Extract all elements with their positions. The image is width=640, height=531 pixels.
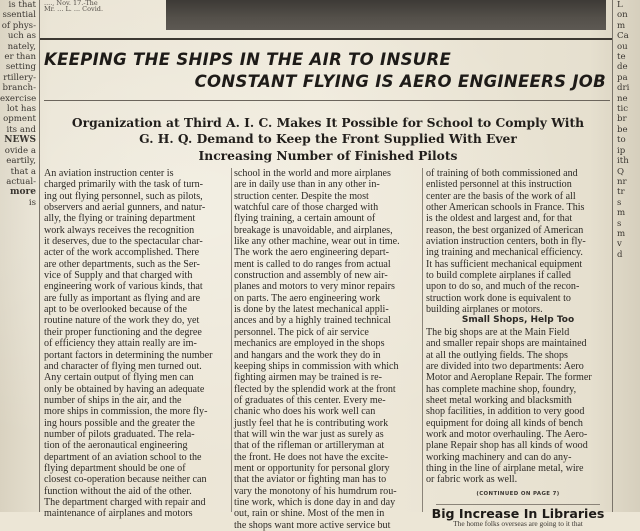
text-line: ment or opportunity for personal glory (234, 462, 390, 474)
text-line: function without the aid of the other. (44, 485, 192, 497)
text-line: planes and motors to very minor repairs (234, 281, 395, 293)
text-line: opment (3, 114, 36, 125)
text-line: ances and by a highly trained technical (234, 315, 391, 327)
text-line: v (617, 239, 622, 250)
right-column-rule (612, 0, 613, 512)
text-line: is (28, 197, 36, 208)
text-line: number of pilots graduated. The rela- (44, 428, 195, 440)
text-line: ovide a (4, 145, 36, 156)
text-line: branch- (2, 83, 36, 94)
text-line: out, rain or shine. Most of the men in (234, 508, 385, 520)
text-line: is the oldest and largest and, for that (426, 213, 573, 225)
text-line: only be obtained by having an adequate (44, 383, 205, 395)
text-line: The work the aero engineering depart- (234, 247, 389, 259)
left-clipped-column (0, 0, 38, 512)
text-line: like any other machine, wear out in time. (234, 236, 400, 248)
text-line: more (10, 187, 36, 198)
text-line: or fabric work as well. (426, 474, 518, 486)
text-line: ing training and mechanical efficiency. (426, 247, 583, 259)
text-line: portant factors in determining the number (44, 349, 213, 361)
text-line: pa (617, 72, 628, 83)
text-line: tic (617, 104, 629, 115)
deck-line: Increasing Number of Finished Pilots (198, 147, 458, 163)
text-line: keeping ships in commission with which (234, 360, 399, 372)
headline-line-2: CONSTANT FLYING IS AERO ENGINEERS JOB (194, 72, 606, 91)
text-line: lot has (6, 104, 36, 115)
text-line: struction center. Despite the most (234, 190, 369, 202)
text-line: m (617, 228, 626, 239)
continued-notice: (CONTINUED ON PAGE 7) (476, 490, 560, 497)
libraries-text: The home folks overseas are going to it that (453, 519, 583, 529)
subhead-rule (436, 504, 600, 505)
text-line: of phys- (1, 20, 36, 31)
text-line: upon to do so, and much of the recon- (426, 281, 580, 293)
left-column-rule (39, 0, 40, 512)
text-line: m (617, 20, 626, 31)
text-line: chanic who does his work well can (234, 406, 376, 418)
text-line: work and motor overhauling. The Aero- (426, 428, 588, 440)
masthead-fragment-line: Mr. ... L. ... Covid. (44, 5, 104, 13)
text-line: actual- (6, 176, 36, 187)
text-line: d (617, 249, 623, 260)
text-line: breakage is unavoidable, and airplanes, (234, 224, 393, 236)
text-line: be (617, 124, 628, 135)
text-line: L (617, 0, 623, 10)
column-rule (231, 168, 232, 512)
text-line: Any certain output of flying men can (44, 372, 194, 384)
text-line: are other departments, such as the Ser- (44, 258, 200, 270)
text-line: s (617, 218, 622, 229)
text-line: to (617, 135, 626, 146)
text-line: has complete machine shop, foundry, (426, 383, 577, 395)
text-line: its and (6, 124, 36, 135)
text-line: and character of flying men turned out. (44, 360, 202, 372)
text-line: construction and assembly of new air- (234, 270, 388, 282)
text-line: are fully as important as flying and are (44, 292, 201, 304)
text-line: fighting airmen may be trained is re- (234, 372, 382, 384)
text-line: vice of Supply and that charged with (44, 270, 193, 282)
text-line: flying training, a certain amount of (234, 213, 376, 225)
text-line: closest co-operation because neither can (44, 474, 207, 486)
text-line: The big shops are at the Main Field (426, 326, 570, 338)
text-line: on parts. The aero engineering work (234, 292, 381, 304)
text-line: engineering work of various kinds, that (44, 281, 203, 293)
text-line: on (617, 10, 628, 21)
text-line: sheet metal working and blacksmith (426, 394, 572, 406)
text-line: it deserves, due to the spectacular char- (44, 236, 203, 248)
text-line: rtillery- (3, 72, 36, 83)
text-line: department of an aviation school to the (44, 451, 202, 463)
text-line: vary the monotony of his humdrum rou- (234, 485, 397, 497)
text-line: ssential (2, 10, 36, 21)
text-line: de (617, 62, 628, 73)
text-line: br (617, 114, 627, 125)
text-line: Motor and Aeroplane Repair. The former (426, 372, 592, 384)
text-line: exercise (0, 93, 37, 104)
text-line: school in the world and more airplanes (234, 168, 391, 179)
text-line: Small Shops, Help Too (461, 315, 575, 326)
text-line: at all the outlying fields. The shops (426, 349, 568, 361)
text-line: setting (5, 62, 36, 73)
headline-line-1: KEEPING THE SHIPS IN THE AIR TO INSURE (44, 50, 452, 69)
text-line: dri (617, 83, 630, 94)
column-3-lines (426, 168, 610, 486)
text-line: ne (617, 93, 628, 104)
text-line: apt to be overlooked because of the (44, 304, 187, 316)
article-column-3 (426, 168, 610, 529)
text-line: work always receives the recognition (44, 224, 195, 236)
text-line: number of ships in the air, and the (44, 394, 182, 406)
text-line: nr (617, 176, 627, 187)
text-line: reason, the best organized of American (426, 224, 584, 236)
text-line: their proper functioning and the degree (44, 326, 202, 338)
deck-line: G. H. Q. Demand to Keep the Front Supplied With Ever (139, 131, 517, 147)
text-line: the front. He does not have the excite- (234, 451, 389, 463)
text-line: flying department should be one of (44, 462, 186, 474)
text-line: and smaller repair shops are maintained (426, 338, 587, 350)
deck-line: Organization at Third A. I. C. Makes It Possible for School to Comply With (71, 115, 585, 130)
top-photo-fragment (166, 0, 606, 30)
article-column-2 (234, 168, 418, 531)
text-line: more ships in commission, the more fly- (44, 406, 208, 418)
text-line: that of the rifleman or artilleryman at (234, 440, 385, 452)
text-line: of training of both commissioned and (426, 168, 578, 179)
text-line: tion of the aeronautical engineering (44, 440, 188, 452)
text-line: the shops want more active service but (234, 519, 391, 531)
text-line: nately, (7, 41, 36, 52)
text-line: to build complete airplanes if called (426, 270, 571, 282)
text-line: are divided into two departments: Aero (426, 360, 584, 372)
text-line: aviation instruction centers, both in fly- (426, 236, 586, 248)
libraries-subhead: Big Increase In Libraries (431, 505, 605, 521)
text-line: justly feel that he is contributing work (234, 417, 389, 429)
deck-subheadline (48, 115, 608, 164)
text-line: acter of the work accomplished. There (44, 247, 200, 259)
text-line: is that (8, 0, 36, 10)
text-line: of graduates of this center. Every me- (234, 394, 386, 406)
text-line: ou (617, 41, 628, 52)
article-column-1 (44, 168, 228, 520)
text-line: ing out flying personnel, such as pilots, (44, 190, 203, 202)
text-line: that the aviator or fighting man has to (234, 474, 387, 486)
masthead-fragment (44, 0, 144, 12)
text-line: observers and aerial gunners, and natur- (44, 202, 206, 214)
text-line: and hangars and the work they do in (234, 349, 381, 361)
text-line: that a (10, 166, 36, 177)
text-line: er than (4, 52, 36, 63)
text-line: watchful care of those charged with (234, 202, 379, 214)
text-line: plane Repair shop has all kinds of wood (426, 440, 588, 452)
text-line: thing in the line of airplane metal, wire (426, 462, 584, 474)
text-line: ment is called to do ranges from actual (234, 258, 391, 270)
text-line: enlisted personnel at this instruction (426, 179, 572, 191)
text-line: flected by the splendid work at the front (234, 383, 396, 395)
text-line: s (617, 197, 622, 208)
text-line: mechanics are employed in the shops (234, 338, 385, 350)
headline-rule (44, 100, 610, 101)
text-line: struction work done is equivalent to (426, 292, 571, 304)
text-line: shop facilities, in addition to very good (426, 406, 585, 418)
text-line: building airplanes or motors. (426, 304, 543, 316)
text-line: is done by the latest mechanical appli- (234, 304, 389, 316)
text-line: are in daily use than in any other in- (234, 179, 380, 191)
text-line: uch as (7, 31, 36, 42)
top-rule (40, 38, 612, 40)
text-line: NEWS (4, 135, 36, 146)
text-line: m (617, 208, 626, 219)
text-line: tr (617, 187, 625, 198)
text-line: eartily, (6, 156, 36, 167)
text-line: ip (617, 145, 626, 156)
text-line: that will win the war just as surely as (234, 428, 384, 440)
text-line: It has sufficient mechanical equipment (426, 258, 583, 270)
text-line: of efficiency they attain really are im- (44, 338, 197, 350)
text-line: maintenance of airplanes and motors (44, 508, 193, 520)
text-line: center are the basis of the work of all (426, 190, 576, 202)
text-line: Ca (617, 31, 629, 42)
text-line: ally, the flying or training department (44, 213, 196, 225)
text-line: routine nature of the work they do, yet (44, 315, 200, 327)
text-line: te (617, 52, 626, 63)
text-line: charged primarily with the task of turn- (44, 179, 204, 191)
text-line: personnel. The pick of air service (234, 326, 369, 338)
text-line: The department charged with repair and (44, 496, 206, 508)
text-line: ing hours possible and the greater the (44, 417, 195, 429)
text-line: An aviation instruction center is (44, 168, 174, 179)
text-line: ith (617, 156, 629, 167)
text-line: equipment for doing all kinds of bench (426, 417, 583, 429)
column-rule (422, 168, 423, 512)
text-line: Q (617, 166, 625, 177)
text-line: tine work, which is done day in and day (234, 496, 396, 508)
masthead-fragment-line: ...., Nov. 17.-The (44, 0, 98, 7)
text-line: other American schools in France. This (426, 202, 585, 214)
right-clipped-column (614, 0, 640, 512)
text-line: working machinery and can do any- (426, 451, 572, 463)
